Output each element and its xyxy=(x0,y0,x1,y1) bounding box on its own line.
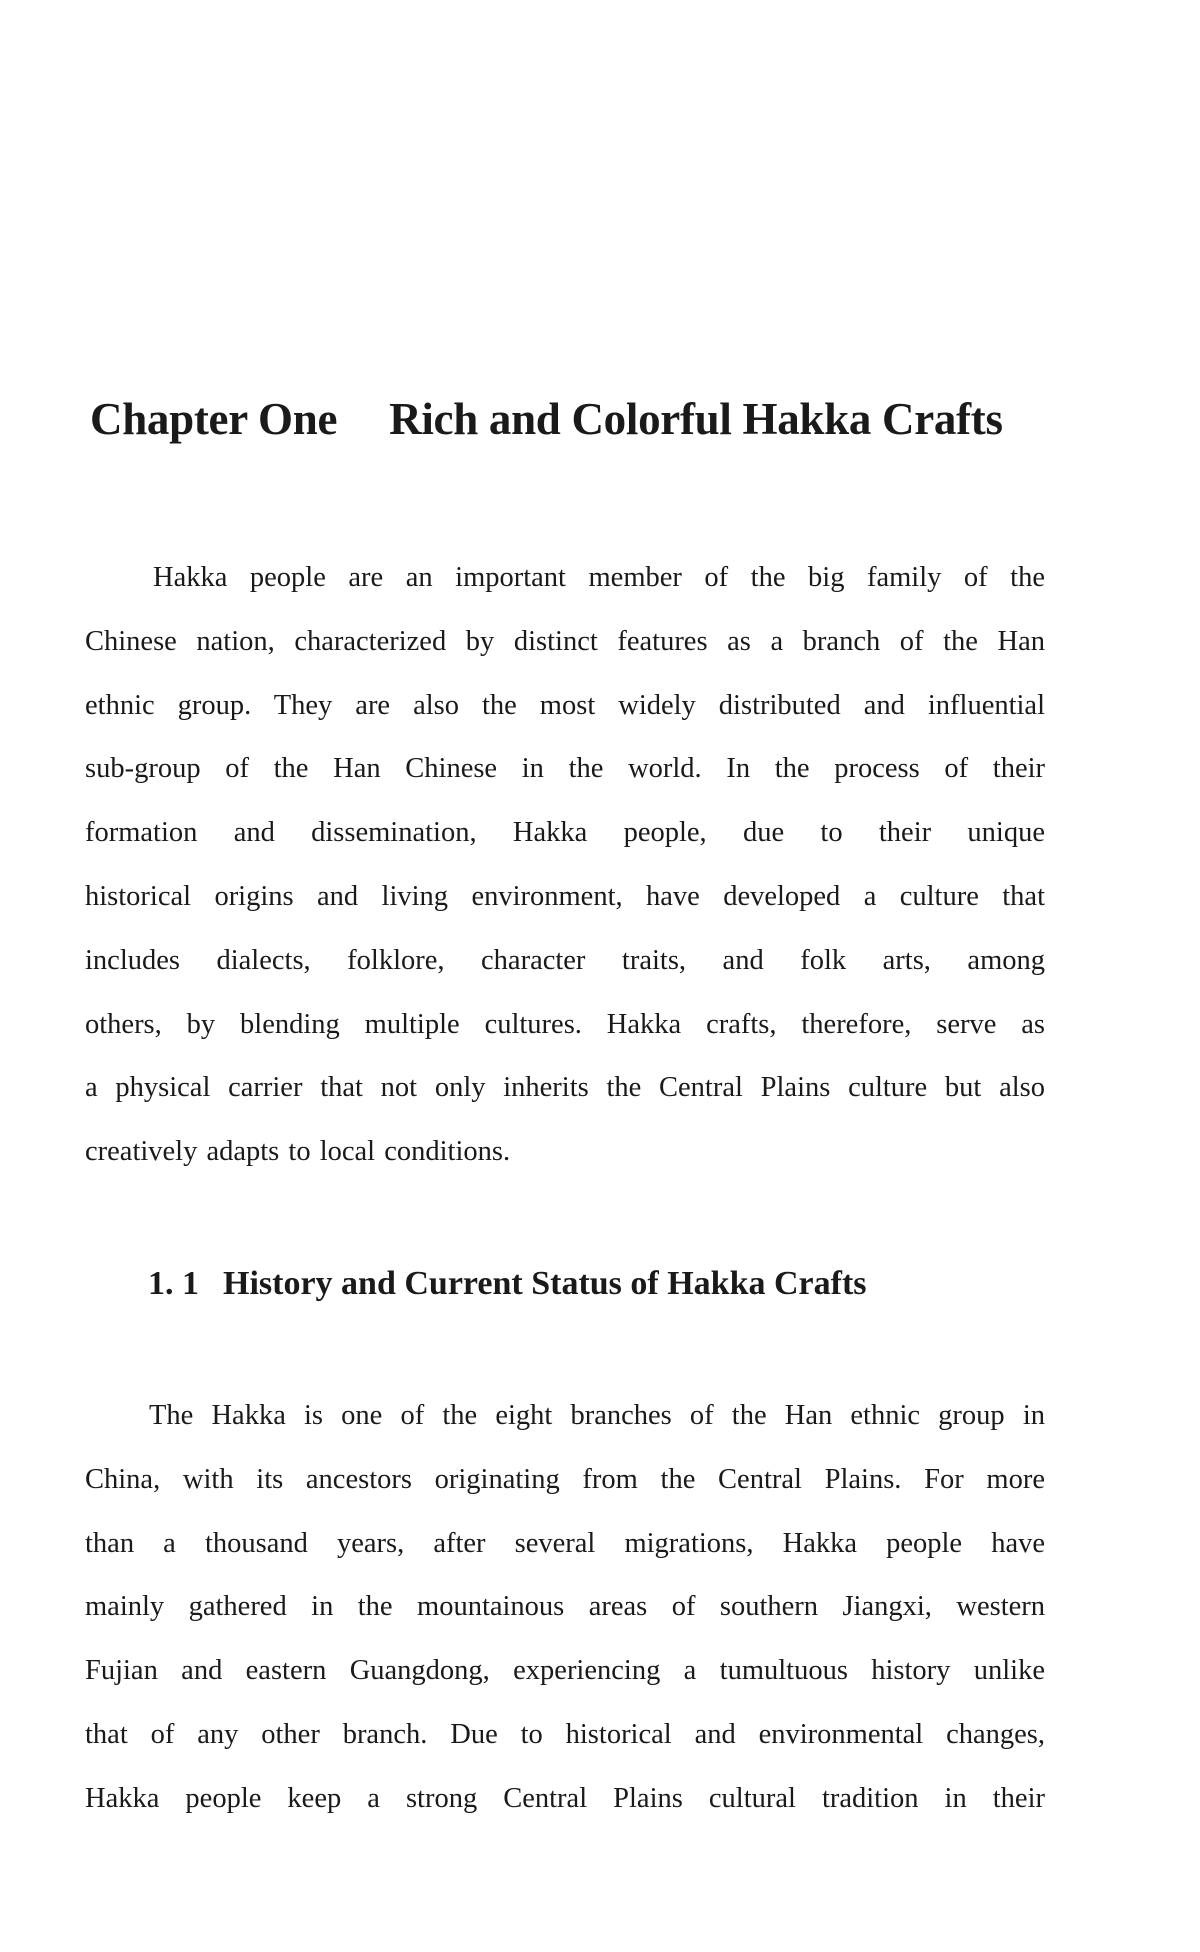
paragraph-line: historical origins and living environment, have developed a culture that xyxy=(85,880,1045,912)
paragraph-line: Hakka people are an important member of the big family of the xyxy=(153,562,1045,593)
paragraph-line: The Hakka is one of the eight branches of the Han ethnic group in xyxy=(149,1400,1045,1431)
paragraph-line: ethnic group. They are also the most widely distributed and influential xyxy=(85,689,1045,721)
paragraph-line: Fujian and eastern Guangdong, experiencing a tumultuous history unlike xyxy=(85,1655,1045,1687)
intro-paragraph xyxy=(85,546,1045,1184)
chapter-title-text: Rich and Colorful Hakka Crafts xyxy=(389,394,1003,444)
paragraph-line: formation and dissemination, Hakka people, due to their unique xyxy=(85,817,1045,849)
paragraph-line: sub-group of the Han Chinese in the world. In the process of their xyxy=(85,753,1045,785)
paragraph-line: China, with its ancestors originating from the Central Plains. For more xyxy=(85,1463,1045,1495)
paragraph-line: Hakka people keep a strong Central Plains cultural tradition in their xyxy=(85,1782,1045,1814)
paragraph-line: than a thousand years, after several migrations, Hakka people have xyxy=(85,1527,1045,1559)
paragraph-line: others, by blending multiple cultures. Hakka crafts, therefore, serve as xyxy=(85,1008,1045,1040)
section-paragraph xyxy=(85,1384,1045,1831)
section-heading xyxy=(148,1262,867,1306)
paragraph-line: creatively adapts to local conditions. xyxy=(85,1136,511,1168)
chapter-label: Chapter One xyxy=(90,394,338,444)
paragraph-line: Chinese nation, characterized by distinct features as a branch of the Han xyxy=(85,625,1045,657)
section-title: History and Current Status of Hakka Crafts xyxy=(223,1265,867,1302)
paragraph-line: mainly gathered in the mountainous areas of southern Jiangxi, western xyxy=(85,1591,1045,1623)
paragraph-line: includes dialects, folklore, character traits, and folk arts, among xyxy=(85,944,1045,976)
chapter-title xyxy=(90,392,1003,446)
paragraph-line: that of any other branch. Due to historical and environmental changes, xyxy=(85,1718,1045,1750)
paragraph-line: a physical carrier that not only inherits the Central Plains culture but also xyxy=(85,1072,1045,1104)
section-number: 1. 1 xyxy=(148,1265,199,1302)
